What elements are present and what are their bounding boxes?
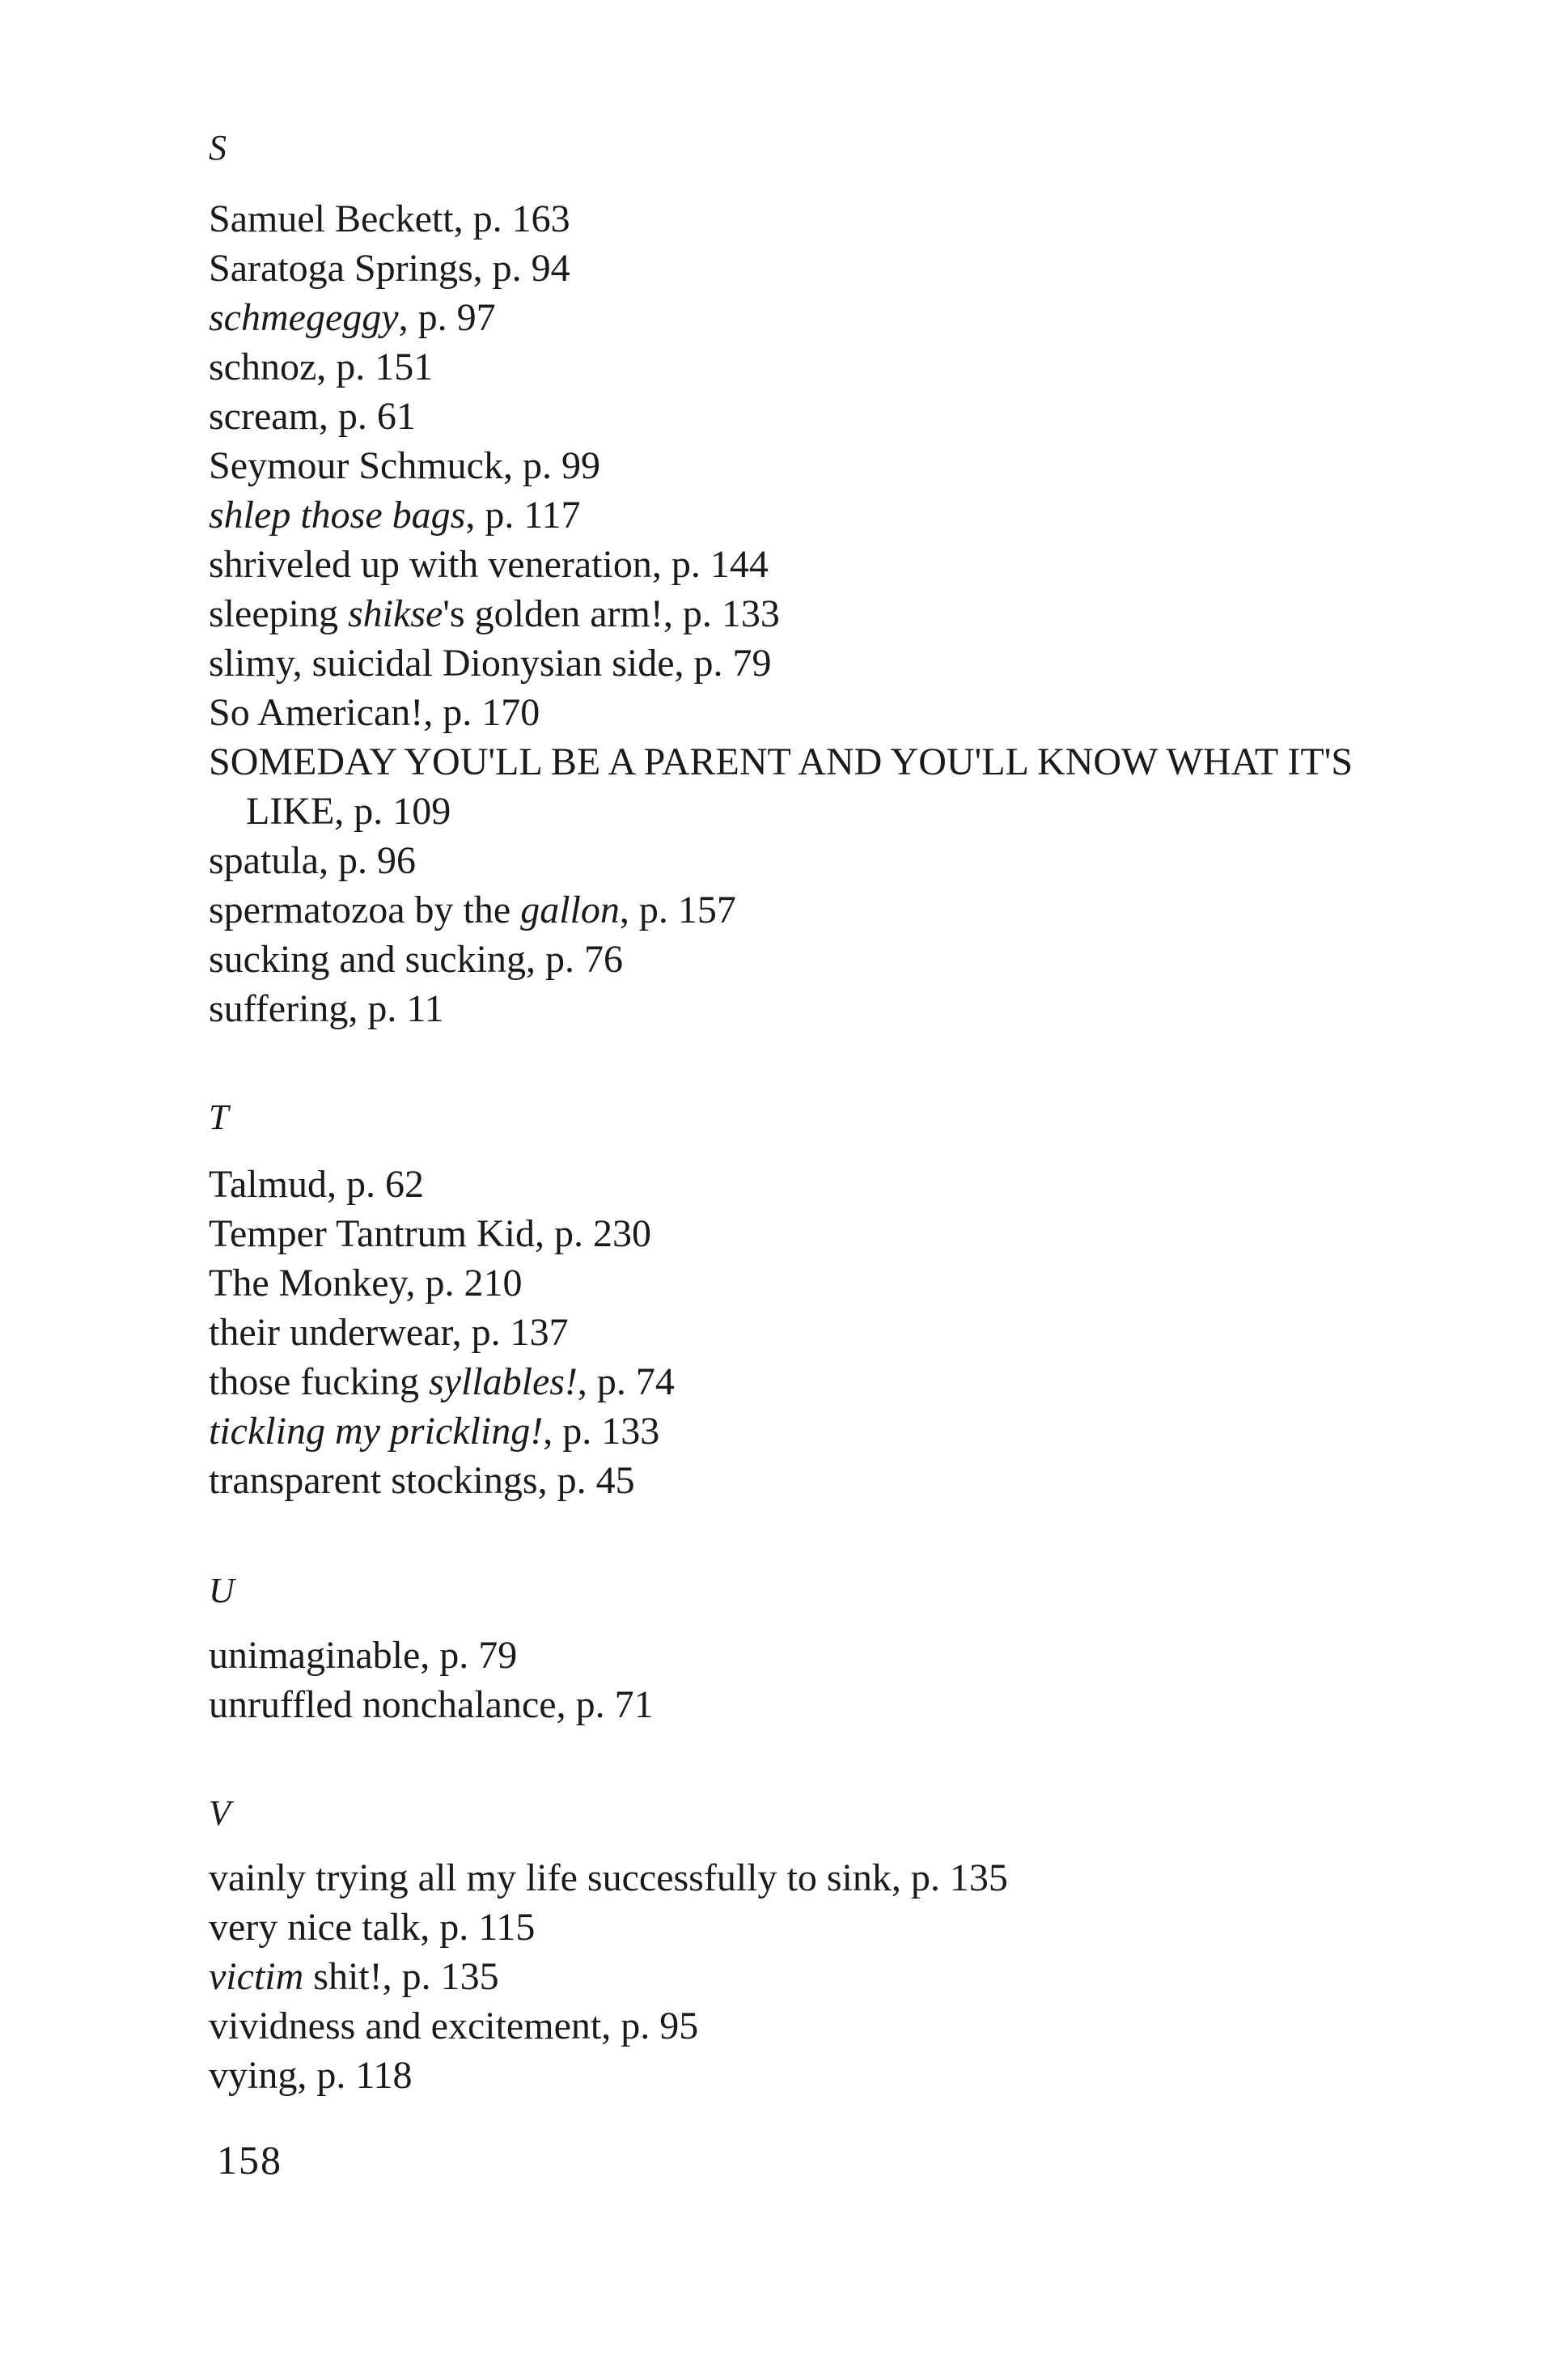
index-entry-text: scream, p. 61 bbox=[209, 395, 416, 438]
section-letter-u: U bbox=[209, 1571, 235, 1610]
index-entry bbox=[209, 244, 1422, 293]
index-entry-text: , p. 157 bbox=[619, 889, 736, 931]
entry-list bbox=[209, 194, 1422, 1033]
index-entry bbox=[209, 342, 1422, 392]
index-section-s bbox=[209, 194, 1422, 1033]
entry-list bbox=[209, 1160, 1422, 1505]
index-entry-italic-text: tickling my prickling! bbox=[209, 1410, 544, 1453]
index-entry bbox=[209, 194, 1422, 244]
index-entry bbox=[209, 392, 1422, 441]
index-entry-text: The Monkey, p. 210 bbox=[209, 1262, 523, 1305]
index-entry-italic-text: schmegeggy bbox=[209, 296, 399, 339]
index-entry-text: , p. 97 bbox=[398, 296, 496, 339]
index-entry-text: vainly trying all my life successfully to sink, p. 135 bbox=[209, 1856, 1008, 1899]
index-entry bbox=[209, 1903, 1422, 1952]
index-entry-italic-text: shlep those bags bbox=[209, 494, 466, 537]
index-entry bbox=[209, 836, 1422, 885]
index-entry bbox=[209, 589, 1422, 638]
index-entry-text: their underwear, p. 137 bbox=[209, 1311, 569, 1354]
index-entry-text: Saratoga Springs, p. 94 bbox=[209, 247, 570, 290]
index-entry bbox=[209, 1308, 1422, 1357]
index-entry-text: , p. 117 bbox=[465, 494, 581, 537]
index-entry-italic-text: victim bbox=[209, 1955, 304, 1998]
index-entry-text: unimaginable, p. 79 bbox=[209, 1634, 518, 1677]
index-entry bbox=[209, 1853, 1422, 1903]
page-number: 158 bbox=[217, 2137, 282, 2183]
index-entry-text: sucking and sucking, p. 76 bbox=[209, 938, 623, 981]
index-entry-text: Samuel Beckett, p. 163 bbox=[209, 197, 570, 240]
index-entry bbox=[209, 293, 1422, 342]
index-entry-italic-text: gallon bbox=[520, 889, 620, 931]
index-entry-text: 's golden arm!, p. 133 bbox=[443, 592, 780, 635]
index-entry-text: transparent stockings, p. 45 bbox=[209, 1459, 635, 1502]
index-entry bbox=[209, 1357, 1422, 1406]
index-entry-text: schnoz, p. 151 bbox=[209, 346, 434, 388]
index-entry-text: vying, p. 118 bbox=[209, 2054, 413, 2097]
index-section-v bbox=[209, 1853, 1422, 2100]
index-entry-text: shriveled up with veneration, p. 144 bbox=[209, 543, 769, 586]
index-section-t bbox=[209, 1160, 1422, 1505]
entry-list bbox=[209, 1631, 1422, 1729]
index-entry-text: Talmud, p. 62 bbox=[209, 1163, 424, 1206]
index-entry bbox=[209, 2001, 1422, 2051]
index-entry-text: vividness and excitement, p. 95 bbox=[209, 2005, 699, 2047]
index-entry bbox=[209, 688, 1422, 737]
index-entry bbox=[209, 540, 1422, 589]
section-letter-v: V bbox=[209, 1793, 231, 1833]
index-entry-italic-text: syllables! bbox=[428, 1360, 578, 1403]
index-entry-text: , p. 74 bbox=[577, 1360, 675, 1403]
index-entry bbox=[209, 1456, 1422, 1505]
index-entry bbox=[209, 1406, 1422, 1456]
section-letter-t: T bbox=[209, 1097, 229, 1137]
index-entry bbox=[209, 490, 1422, 540]
index-entry bbox=[209, 935, 1422, 984]
section-letter-s: S bbox=[209, 128, 227, 168]
index-entry bbox=[209, 737, 1422, 836]
index-entry-text: spermatozoa by the bbox=[209, 889, 521, 931]
index-entry bbox=[209, 2051, 1422, 2100]
index-entry-text: spatula, p. 96 bbox=[209, 839, 416, 882]
index-entry bbox=[209, 1631, 1422, 1680]
index-entry-text: slimy, suicidal Dionysian side, p. 79 bbox=[209, 642, 772, 685]
index-section-u bbox=[209, 1631, 1422, 1729]
index-entry-text: shit!, p. 135 bbox=[303, 1955, 499, 1998]
index-entry-text: So American!, p. 170 bbox=[209, 691, 540, 734]
index-entry-text: , p. 133 bbox=[543, 1410, 660, 1453]
index-entry-text: suffering, p. 11 bbox=[209, 987, 444, 1030]
index-entry-text: Temper Tantrum Kid, p. 230 bbox=[209, 1212, 651, 1255]
index-entry bbox=[209, 984, 1422, 1033]
index-entry bbox=[209, 885, 1422, 935]
index-entry bbox=[209, 1680, 1422, 1729]
entry-list bbox=[209, 1853, 1422, 2100]
index-entry bbox=[209, 1160, 1422, 1209]
index-entry-text: unruffled nonchalance, p. 71 bbox=[209, 1683, 654, 1726]
index-entry bbox=[209, 1258, 1422, 1308]
index-entry bbox=[209, 638, 1422, 688]
index-entry-text: sleeping bbox=[209, 592, 348, 635]
index-entry-text: Seymour Schmuck, p. 99 bbox=[209, 444, 600, 487]
index-entry-text: SOMEDAY YOU'LL BE A PARENT AND YOU'LL KNOW WHAT IT'S LIKE, p. 109 bbox=[209, 740, 1353, 833]
index-entry-text: those fucking bbox=[209, 1360, 429, 1403]
index-entry bbox=[209, 1209, 1422, 1258]
index-entry bbox=[209, 1952, 1422, 2001]
index-entry-text: very nice talk, p. 115 bbox=[209, 1906, 536, 1949]
index-entry-italic-text: shikse bbox=[347, 592, 443, 635]
index-entry bbox=[209, 441, 1422, 490]
